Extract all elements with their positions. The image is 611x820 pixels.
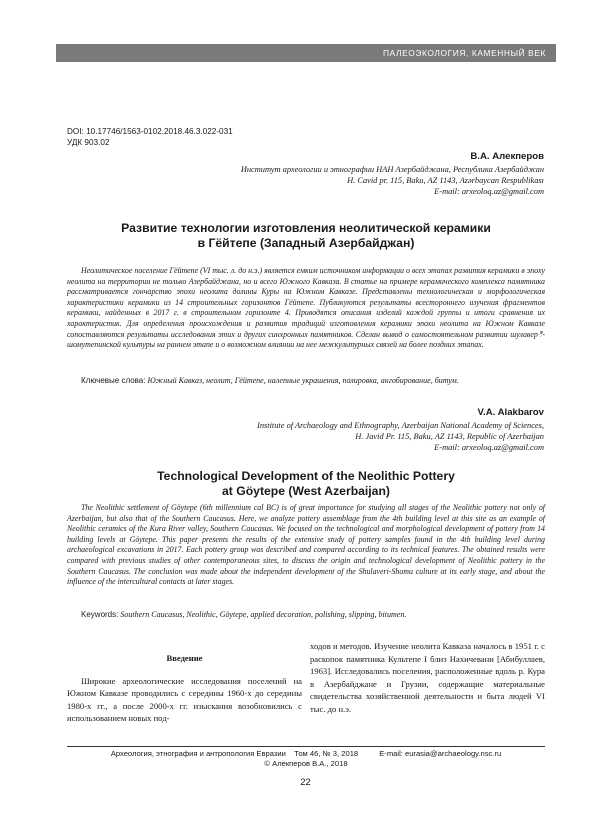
ru-email: E-mail: arxeoloq.az@gmail.com	[434, 187, 544, 196]
body-right-column	[310, 640, 545, 716]
footer-rule	[67, 746, 545, 747]
page-number: 22	[300, 776, 311, 787]
en-keywords-list: Southern Caucasus, Neolithic, Göytepe, applied decoration, polishing, slipping, bitumen.	[120, 610, 407, 619]
ru-keywords-list: Южный Кавказ, неолит, Гёйтепе, налепные украшения, полировка, ангобирование, битум.	[147, 376, 459, 385]
section-header-band	[56, 44, 556, 62]
ru-title-line: в Гёйтепе (Западный Азербайджан)	[197, 236, 415, 250]
ru-affiliation-line: Институт археологии и этнографии НАН Азербайджана, Республика Азербайджан	[240, 165, 544, 174]
ru-keywords	[67, 376, 545, 387]
body-left-column	[67, 652, 302, 725]
ru-affiliation-line: H. Cavid pr. 115, Baku, AZ 1143, Azərbaycan Respublikası	[347, 176, 544, 185]
en-email: E-mail: arxeoloq.az@gmail.com	[434, 443, 544, 452]
ru-author-name: В.А. Алекперов	[470, 151, 544, 162]
doi: DOI: 10.17746/1563-0102.2018.46.3.022-031	[67, 127, 233, 136]
section-title: ПАЛЕОЭКОЛОГИЯ, КАМЕННЫЙ ВЕК	[382, 48, 546, 58]
journal-line: Археология, этнография и антропология Евразии Том 46, № 3, 2018 E-mail: eurasia@archaeology.nsc.ru	[110, 749, 502, 758]
copyright: © Алекперов В.А., 2018	[264, 759, 348, 768]
ru-author-block	[144, 151, 544, 197]
en-author-name: V.A. Alakbarov	[477, 407, 544, 418]
en-abstract: The Neolithic settlement of Göytepe (6th millennium cal BC) is of great importance for studying all stages of the Neolithic pottery not only of Azerbaijan, but also that of the Southern Caucasus. Here, we analyze pottery assemblage from the 4th building level at this site as an example of Neolithic ceramics of the Kura River valley, Southern Caucasus. We focused on the technological and morphological development of pottery from 14 building levels at Göytepe. This paper presents the results of the extensive study of pottery samples found in the 4th building level during archaeological excavations in 2017. Each pottery group was described and compared according to its technical features. The obtained results were compared with previous studies of other contemporaneous sites, to discuss the origin and technological development of Neolithic pottery in the Southern Caucasus. The conclusion was made about the independent development of the Shulaveri-Shomu culture at its early stage, and about the influence of the intercultural contacts at later stages.	[67, 503, 545, 587]
ru-title-line: Развитие технологии изготовления неолитической керамики	[121, 221, 491, 235]
ru-abstract: Неолитическое поселение Гёйтепе (VI тыс. л. до н.э.) является емким источником информации о всех этапах развития керамики в эпоху неолита на территории не только Азербайджана, но и всего Южного Кавказа. В статье на примере керамического комплекса памятника рассматривается гончарство эпохи неолита долины Куры на Южном Кавказе. Представлены технологическая и морфологическая характеристики керамики из 14 строительных горизонтов Гёйтепе. Публикуются результаты всестороннего изучения фрагментов керамики, найденных в 2017 г. в строительном горизонте 4. Приводятся описания изделий каждой группы и итоги сравнения их характеристик. Для определения происхождения и развития традиций изготовления керамики эпохи неолита на Южном Кавказе сопоставляются результаты исследования этих и других синхронных памятников. Сделан вывод о самостоятельном развитии шулаверి-шомутепинской культуры на раннем этапе и о возможном влиянии на нее межкультурных связей на более поздних этапах.	[67, 266, 545, 350]
body-paragraph: Широкие археологические исследования поселений на Южном Кавказе проводились с середины 1960-х до середины 1980-х гг., а после 2000-х гг. изыскания возобновились с использованием новых под-	[67, 675, 302, 724]
section-heading: Введение	[166, 653, 203, 663]
ru-keywords-label: Ключевые слова:	[81, 376, 146, 385]
footer	[67, 749, 545, 769]
udk: УДК 903.02	[67, 137, 110, 147]
en-keywords	[67, 610, 545, 621]
article-identifiers	[67, 127, 233, 148]
en-affiliation-line: H. Javid Pr. 115, Baku, AZ 1143, Republic of Azerbaijan	[355, 432, 544, 441]
en-keywords-label: Keywords:	[81, 610, 119, 619]
ru-title	[67, 221, 545, 251]
en-author-block	[144, 407, 544, 453]
en-affiliation-line: Institute of Archaeology and Ethnography, Azerbaijan National Academy of Sciences,	[257, 421, 544, 430]
en-title	[67, 469, 545, 499]
en-title-line: at Göytepe (West Azerbaijan)	[222, 484, 390, 498]
body-paragraph: ходов и методов. Изучение неолита Кавказа началось в 1951 г. с раскопок памятника Культепе I близ Нахичевани [Абибуллаев, 1963]. Исследовались поселения, расположенные вдоль р. Кура в Азербайджане и Грузии, содержащие материальные свидетельства хозяйственной деятельности и быта людей VI тыс. до н.э.	[310, 641, 545, 714]
en-title-line: Technological Development of the Neolithic Pottery	[157, 469, 455, 483]
